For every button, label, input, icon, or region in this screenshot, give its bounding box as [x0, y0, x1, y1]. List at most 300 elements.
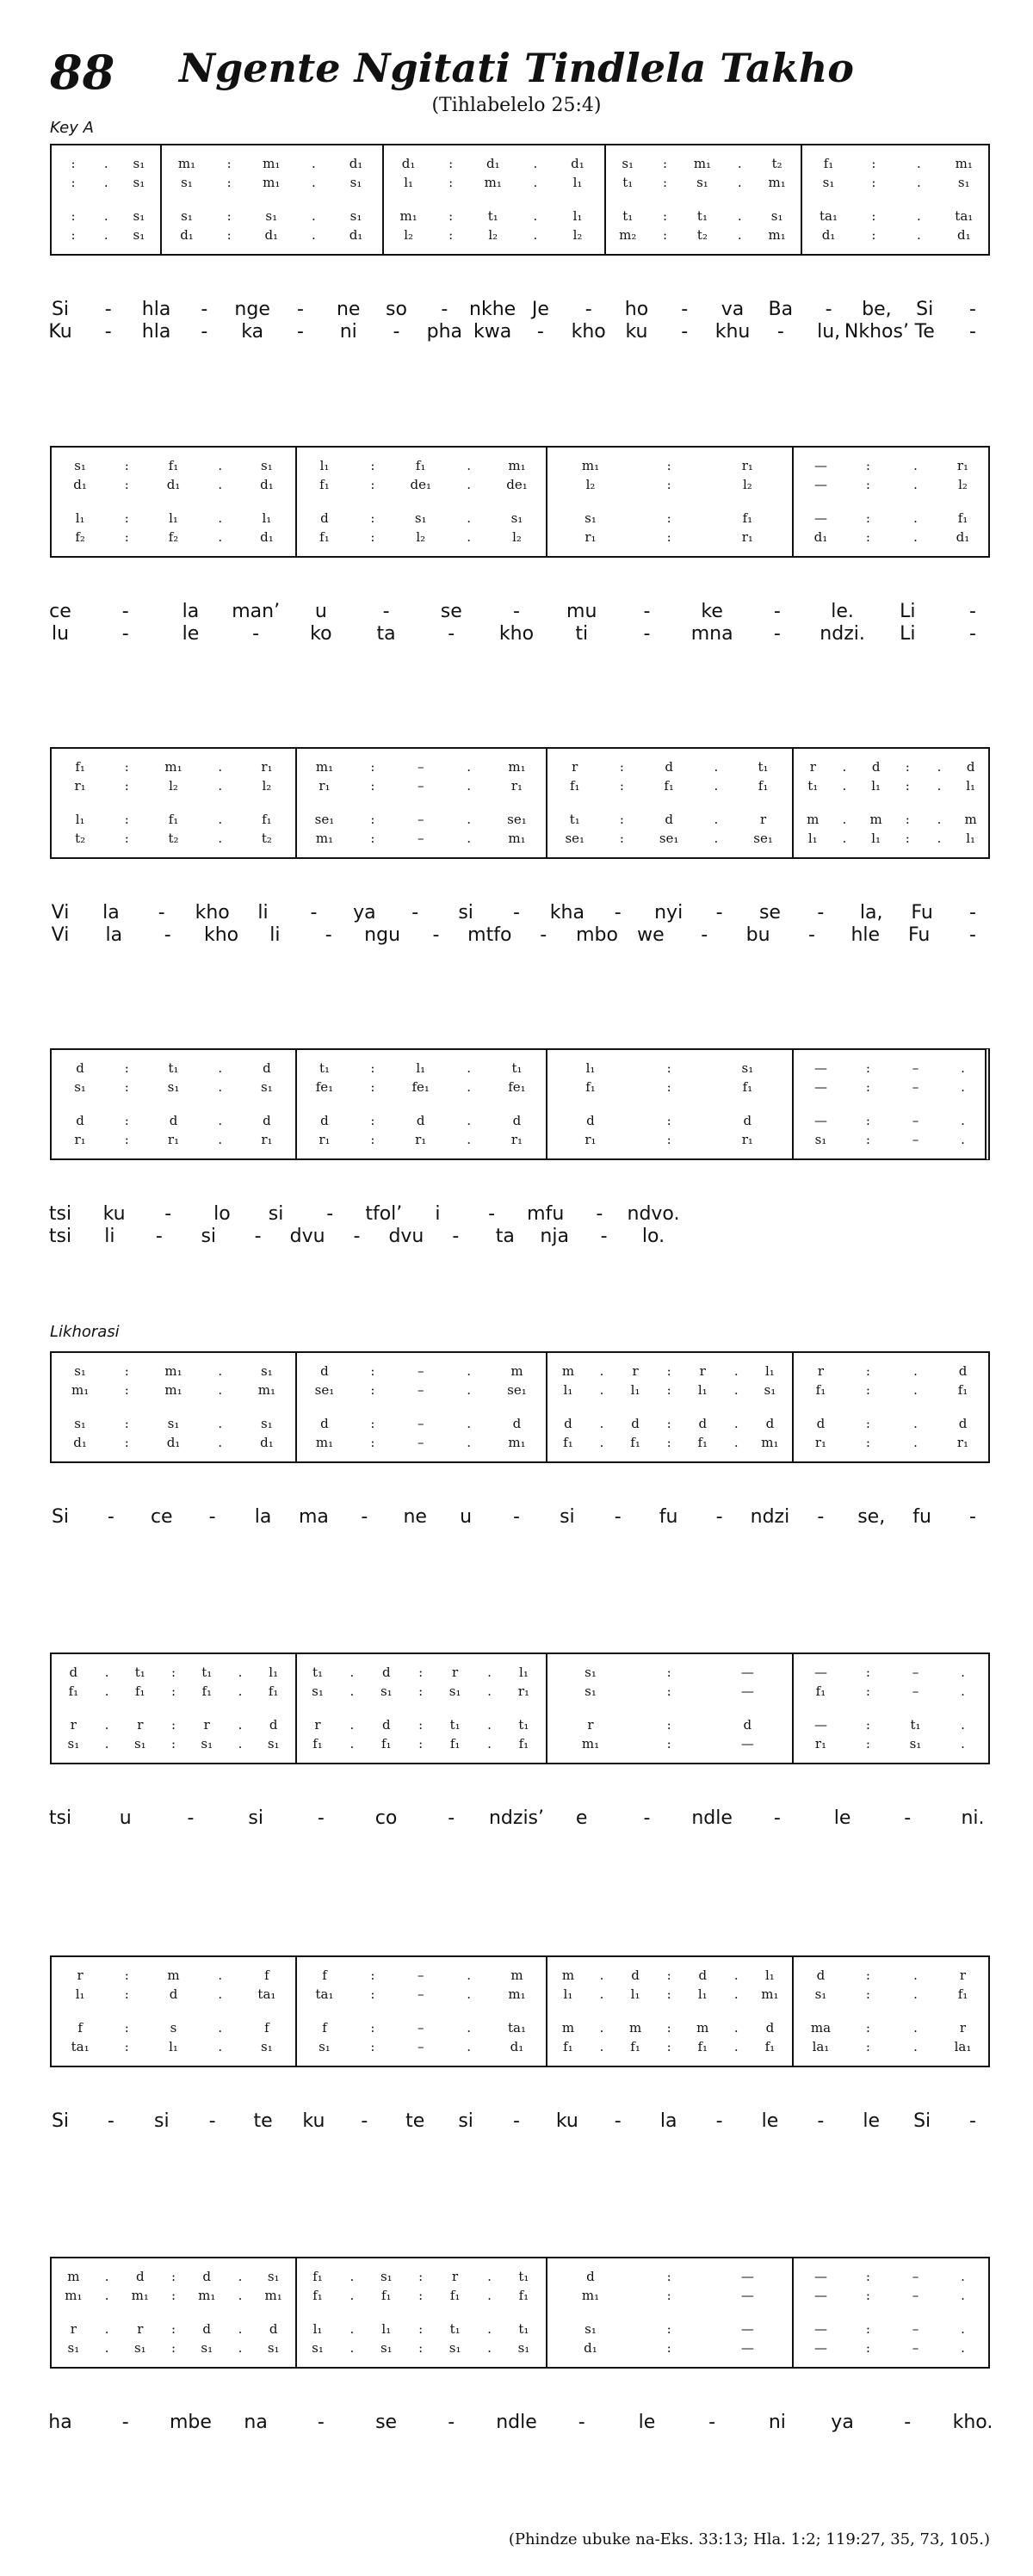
solfa-note: :	[619, 778, 624, 794]
solfa-note: m₁	[257, 1382, 276, 1398]
solfa-note: r	[314, 1717, 321, 1733]
lyric-syllable: si	[153, 2110, 170, 2132]
solfa-note: :	[666, 1416, 671, 1431]
solfa-note: m₁	[264, 2288, 282, 2303]
solfa-note: r	[70, 2321, 77, 2337]
solfa-note: t₁	[511, 1060, 523, 1076]
solfa-note: :	[865, 1060, 870, 1076]
lyric-syllable: -	[201, 321, 208, 343]
solfa-note: —	[813, 1060, 827, 1076]
lyric-syllable: si	[560, 1506, 575, 1528]
solfa-note: d	[665, 759, 673, 775]
solfa-note: s₁	[267, 1736, 280, 1751]
solfa-note: d₁	[260, 529, 274, 545]
voice-part-row	[52, 830, 988, 847]
solfa-note: :	[370, 812, 375, 827]
solfa-note: s₁	[261, 1363, 273, 1379]
lyric-syllable: -	[513, 601, 520, 622]
solfa-note: ma	[810, 2020, 832, 2035]
lyric-syllable: la	[254, 1506, 272, 1528]
solfa-note: :	[370, 778, 375, 794]
solfa-note: .	[842, 759, 847, 775]
solfa-note: s₁	[181, 175, 193, 190]
solfa-note: .	[913, 2039, 918, 2054]
solfa-note: s₁	[770, 208, 783, 224]
measure-notes	[387, 155, 598, 172]
solfa-note: ta₁	[315, 1986, 334, 2002]
lyric-syllable: -	[325, 924, 332, 946]
solfa-note: .	[467, 1079, 471, 1095]
solfa-note: r₁	[741, 529, 753, 545]
lyric-syllable: -	[361, 2110, 368, 2132]
solfa-note: :	[865, 1665, 870, 1680]
lyric-syllable: i	[435, 1203, 441, 1225]
lyric-syllable: -	[969, 924, 976, 946]
solfa-note: l₁	[319, 458, 330, 473]
solfa-note: r₁	[319, 1132, 331, 1147]
solfa-note: .	[104, 2288, 109, 2303]
measure-notes	[57, 1967, 290, 1984]
measure-notes	[300, 2038, 541, 2055]
measure-notes	[165, 174, 377, 191]
lyric-syllable: Si	[51, 299, 70, 320]
solfa-note: r	[959, 2020, 967, 2035]
measure-notes	[806, 174, 987, 191]
solfa-note: .	[218, 1113, 223, 1128]
solfa-note: :	[666, 1717, 671, 1733]
solfa-note: :	[418, 2269, 424, 2284]
solfa-note: m	[510, 1363, 523, 1379]
lyric-syllable: ndzis’	[488, 1807, 545, 1829]
solfa-note: :	[865, 2321, 870, 2337]
solfa-note: .	[599, 1416, 604, 1431]
solfa-note: r	[817, 1363, 825, 1379]
lyric-syllable: -	[715, 2110, 723, 2132]
measure-notes	[300, 1735, 541, 1752]
measure-notes	[57, 1078, 290, 1096]
solfa-note: .	[913, 510, 918, 526]
voice-part-row	[52, 1362, 988, 1380]
measure-notes	[300, 1059, 541, 1077]
solfa-note: –	[912, 2288, 919, 2303]
solfa-note: :	[865, 458, 870, 473]
solfa-note: —	[813, 510, 827, 526]
solfa-note: .	[218, 2039, 223, 2054]
solfa-note: .	[599, 1382, 604, 1398]
lyric-syllable: -	[701, 924, 708, 946]
measure-notes	[300, 1381, 541, 1399]
lyric-syllable: li	[257, 902, 269, 924]
solfa-note: :	[448, 175, 454, 190]
measure-notes	[797, 528, 987, 546]
hymn-title: Ngente Ngitati Tindlela Takho	[179, 45, 854, 91]
solfa-note: m₁	[508, 831, 526, 846]
solfa-note: .	[733, 2039, 739, 2054]
solfa-note: .	[714, 812, 719, 827]
key-label: Key A	[50, 119, 94, 137]
solfa-note: fe₁	[508, 1079, 526, 1095]
solfa-note: :	[418, 1665, 424, 1680]
voice-part-row	[52, 1415, 988, 1432]
solfa-note: :	[124, 1363, 129, 1379]
solfa-note: .	[733, 1363, 739, 1379]
measure-notes	[57, 1362, 290, 1380]
solfa-note: :	[666, 1060, 671, 1076]
solfa-note: —	[813, 1113, 827, 1128]
solfa-note: l₁	[416, 1060, 426, 1076]
lyric-syllable: ku	[555, 2110, 578, 2132]
solfa-note: .	[312, 208, 316, 224]
measure-notes	[300, 1415, 541, 1432]
measure-notes	[797, 811, 987, 828]
lyric-syllable: -	[817, 902, 825, 924]
solfa-note: .	[913, 1435, 918, 1450]
measure-notes	[551, 811, 787, 828]
solfa-note: f₁	[201, 1683, 213, 1699]
measure-notes	[300, 1986, 541, 2003]
lyric-syllable: le	[761, 2110, 779, 2132]
lyric-syllable: ma	[298, 1506, 329, 1528]
voice-part-row	[52, 1078, 985, 1096]
solfa-note: d₁	[73, 1435, 87, 1450]
solfa-note: :	[170, 1665, 176, 1680]
music-system	[50, 1351, 990, 1463]
solfa-note: s₁	[181, 208, 193, 224]
solfa-note: .	[312, 156, 316, 171]
solfa-note: m₁	[263, 156, 281, 171]
solfa-note: :	[905, 831, 910, 846]
voice-part-row	[52, 1664, 988, 1681]
solfa-note: f₁	[957, 1382, 968, 1398]
solfa-note: –	[912, 1060, 919, 1076]
voice-part-row	[52, 777, 988, 794]
measure-notes	[551, 1078, 787, 1096]
solfa-note: .	[916, 227, 921, 243]
measure-notes	[57, 1112, 290, 1129]
solfa-note: :	[370, 458, 375, 473]
lyric-syllable: -	[578, 2412, 585, 2433]
solfa-note: m₁	[768, 227, 786, 243]
lyric-syllable: se	[375, 2412, 398, 2433]
measure-notes	[806, 207, 987, 225]
solfa-note: m	[964, 812, 977, 827]
measure-notes	[551, 1986, 787, 2003]
voice-part-row	[52, 2038, 988, 2055]
solfa-note: r	[77, 1968, 84, 1983]
measure-notes	[551, 1362, 787, 1380]
solfa-note: l₂	[958, 477, 968, 492]
measure-notes	[551, 1434, 787, 1451]
solfa-note: :	[370, 1435, 375, 1450]
solfa-note: –	[912, 1132, 919, 1147]
measure-notes	[797, 2038, 987, 2055]
solfa-note: se₁	[314, 812, 335, 827]
lyric-syllable: -	[596, 1203, 603, 1225]
solfa-note: .	[238, 1736, 243, 1751]
solfa-note: s₁	[380, 2340, 393, 2356]
solfa-note: :	[871, 208, 876, 224]
solfa-note: t₁	[622, 208, 634, 224]
measure-notes	[57, 1986, 290, 2003]
solfa-note: —	[813, 2288, 827, 2303]
solfa-note: m	[807, 812, 820, 827]
measure-notes	[551, 2287, 787, 2304]
lyric-syllable: lo.	[641, 1226, 665, 1247]
lyric-syllable: ya	[353, 902, 376, 924]
measure-notes	[387, 207, 598, 225]
measure-notes	[551, 457, 787, 474]
solfa-note: .	[961, 1113, 965, 1128]
solfa-note: :	[619, 831, 624, 846]
solfa-note: .	[487, 2269, 492, 2284]
solfa-note: d	[564, 1416, 572, 1431]
measure-notes	[551, 2320, 787, 2338]
solfa-note: d₁	[260, 477, 274, 492]
solfa-note: :	[905, 812, 910, 827]
measure-notes	[551, 2038, 787, 2055]
measure-notes	[57, 1434, 290, 1451]
solfa-note: –	[417, 831, 424, 846]
scripture-reference: (Tihlabelelo 25:4)	[431, 95, 602, 116]
solfa-note: f₁	[168, 812, 179, 827]
lyrics-line	[50, 1506, 990, 1529]
solfa-note: :	[170, 2340, 176, 2356]
voice-part-row	[52, 476, 988, 493]
lyric-syllable: nja	[540, 1226, 569, 1247]
measure-notes	[57, 1664, 290, 1681]
lyric-syllable: -	[326, 1203, 334, 1225]
solfa-note: .	[913, 1416, 918, 1431]
solfa-note: d₁	[510, 2039, 524, 2054]
solfa-note: t₁	[518, 2321, 529, 2337]
lyric-syllable: -	[969, 623, 976, 645]
solfa-note: l₂	[416, 529, 426, 545]
lyric-syllable: -	[825, 299, 832, 320]
solfa-note: .	[467, 1382, 471, 1398]
solfa-note: .	[737, 208, 742, 224]
solfa-note: t₁	[168, 1060, 179, 1076]
lyric-syllable: na	[244, 2412, 268, 2433]
solfa-note: :	[663, 227, 668, 243]
footnote: (Phindze ubuke na-Eks. 33:13; Hla. 1:2; 119:27, 35, 73, 105.)	[508, 2530, 990, 2548]
solfa-note: .	[533, 175, 538, 190]
lyric-syllable: hla	[141, 321, 171, 343]
solfa-note: m₁	[263, 175, 281, 190]
lyrics-line	[50, 2110, 990, 2133]
measure-notes	[797, 1716, 987, 1733]
solfa-note: :	[666, 477, 671, 492]
solfa-note: :	[71, 227, 76, 243]
solfa-note: r₁	[167, 1132, 180, 1147]
solfa-note: d₁	[813, 529, 828, 545]
solfa-note: d	[416, 1113, 425, 1128]
solfa-note: m₁	[65, 2288, 83, 2303]
lyric-syllable: Ku	[48, 321, 72, 343]
solfa-note: s₁	[585, 510, 597, 526]
solfa-note: s₁	[167, 1416, 180, 1431]
lyric-syllable: -	[104, 321, 112, 343]
solfa-note: .	[218, 1060, 223, 1076]
lyric-syllable: -	[807, 924, 815, 946]
solfa-note: d	[76, 1060, 84, 1076]
solfa-note: –	[417, 1363, 424, 1379]
measure-notes	[797, 1381, 987, 1399]
solfa-note: :	[666, 2039, 671, 2054]
solfa-note: m₁	[315, 1435, 334, 1450]
solfa-note: .	[467, 778, 471, 794]
measure-notes	[57, 207, 155, 225]
lyric-syllable: -	[252, 623, 260, 645]
lyric-syllable: kho	[571, 321, 606, 343]
lyric-syllable: mbo	[576, 924, 618, 946]
lyric-syllable: -	[513, 1506, 520, 1528]
solfa-note: :	[370, 759, 375, 775]
solfa-note: s₁	[380, 1683, 393, 1699]
lyric-syllable: -	[643, 601, 651, 622]
lyric-syllable: -	[969, 321, 976, 343]
solfa-note: :	[418, 1683, 424, 1699]
lyric-syllable: Li	[900, 623, 916, 645]
solfa-note: :	[871, 156, 876, 171]
solfa-note: .	[467, 1986, 471, 2002]
solfa-note: :	[865, 2288, 870, 2303]
solfa-note: :	[124, 1132, 129, 1147]
solfa-note: t₂	[168, 831, 179, 846]
lyric-syllable: -	[158, 902, 165, 924]
solfa-note: d	[512, 1113, 522, 1128]
solfa-note: s₁	[510, 510, 523, 526]
solfa-note: —	[740, 1683, 754, 1699]
solfa-note: .	[467, 1132, 471, 1147]
voice-part-row	[52, 528, 988, 546]
solfa-note: f₁	[415, 458, 426, 473]
lyric-syllable: -	[969, 1506, 976, 1528]
voice-part-row	[52, 1059, 985, 1077]
solfa-note: :	[124, 759, 129, 775]
lyric-syllable: ndle	[691, 1807, 733, 1829]
solfa-note: :	[865, 477, 870, 492]
solfa-note: m₁	[198, 2288, 216, 2303]
measure-notes	[300, 2268, 541, 2285]
lyric-syllable: ne	[336, 299, 361, 320]
lyric-syllable: ndle	[496, 2412, 537, 2433]
lyric-syllable: -	[773, 623, 781, 645]
measure-notes	[300, 1664, 541, 1681]
measure-notes	[57, 155, 155, 172]
solfa-note: ta₁	[955, 208, 974, 224]
measure-notes	[551, 1112, 787, 1129]
solfa-note: r₁	[510, 778, 523, 794]
lyric-syllable: Fu	[911, 902, 933, 924]
solfa-note: :	[370, 1986, 375, 2002]
solfa-note: —	[813, 477, 827, 492]
solfa-note: :	[124, 1968, 129, 1983]
lyric-syllable: -	[488, 1203, 496, 1225]
solfa-note: :	[865, 2340, 870, 2356]
solfa-note: s₁	[585, 2321, 597, 2337]
measure-notes	[551, 1415, 787, 1432]
solfa-note: s₁	[201, 2340, 213, 2356]
solfa-note: f₁	[585, 1079, 596, 1095]
solfa-note: .	[714, 778, 719, 794]
solfa-note: .	[238, 1683, 243, 1699]
solfa-note: –	[417, 778, 424, 794]
lyric-syllable: ce	[49, 601, 71, 622]
solfa-note: f₁	[957, 510, 968, 526]
solfa-note: d	[816, 1416, 826, 1431]
solfa-note: s₁	[261, 458, 273, 473]
solfa-note: .	[103, 208, 108, 224]
lyric-syllable: -	[164, 924, 171, 946]
lyric-syllable: kho	[498, 623, 535, 645]
solfa-note: ta₁	[820, 208, 838, 224]
solfa-note: :	[170, 1736, 176, 1751]
solfa-note: m	[869, 812, 882, 827]
lyric-syllable: -	[585, 299, 592, 320]
solfa-note: .	[961, 1736, 965, 1751]
solfa-note: .	[218, 458, 223, 473]
lyric-syllable: ta	[495, 1226, 515, 1247]
lyric-syllable: ni	[768, 2412, 786, 2433]
solfa-note: .	[467, 831, 471, 846]
solfa-note: m₁	[164, 759, 182, 775]
solfa-note: d	[269, 1717, 278, 1733]
measure-notes	[57, 1381, 290, 1399]
solfa-note: .	[487, 1736, 492, 1751]
measure-notes	[797, 2287, 987, 2304]
solfa-note: .	[349, 1665, 355, 1680]
solfa-note: s₁	[585, 1683, 597, 1699]
solfa-note: s₁	[201, 1736, 213, 1751]
lyric-syllable: nge	[234, 299, 270, 320]
solfa-note: .	[103, 227, 108, 243]
lyric-syllable: so	[386, 299, 407, 320]
solfa-note: :	[666, 1363, 671, 1379]
solfa-note: t₁	[134, 1665, 145, 1680]
lyric-syllable: Si	[51, 2110, 70, 2132]
solfa-note: d₁	[956, 227, 971, 243]
solfa-note: :	[448, 156, 454, 171]
solfa-note: l₁	[697, 1986, 708, 2002]
solfa-note: m₁	[768, 175, 786, 190]
solfa-note: .	[937, 812, 942, 827]
solfa-note: s₁	[957, 175, 970, 190]
solfa-note: :	[370, 831, 375, 846]
measure-notes	[797, 1112, 987, 1129]
lyric-syllable: se	[440, 601, 462, 622]
lyric-syllable: ndzi.	[820, 623, 865, 645]
lyric-syllable: -	[817, 2110, 825, 2132]
measure-notes	[551, 476, 787, 493]
voice-part-row	[52, 226, 988, 244]
lyric-syllable: lo	[213, 1203, 231, 1225]
solfa-note: f₁	[823, 156, 834, 171]
solfa-note: f	[322, 1968, 327, 1983]
solfa-note: r	[809, 759, 816, 775]
solfa-note: s₁	[312, 1683, 324, 1699]
voice-part-row	[52, 2320, 988, 2338]
measure-notes	[797, 1362, 987, 1380]
solfa-note: :	[865, 1079, 870, 1095]
solfa-note: :	[124, 1416, 129, 1431]
solfa-note: s₁	[261, 1416, 273, 1431]
measure-notes	[609, 207, 796, 225]
measure-notes	[797, 1434, 987, 1451]
lyric-syllable: -	[448, 623, 455, 645]
solfa-note: .	[533, 156, 538, 171]
measure-notes	[300, 758, 541, 775]
lyric-syllable: la,	[859, 902, 883, 924]
